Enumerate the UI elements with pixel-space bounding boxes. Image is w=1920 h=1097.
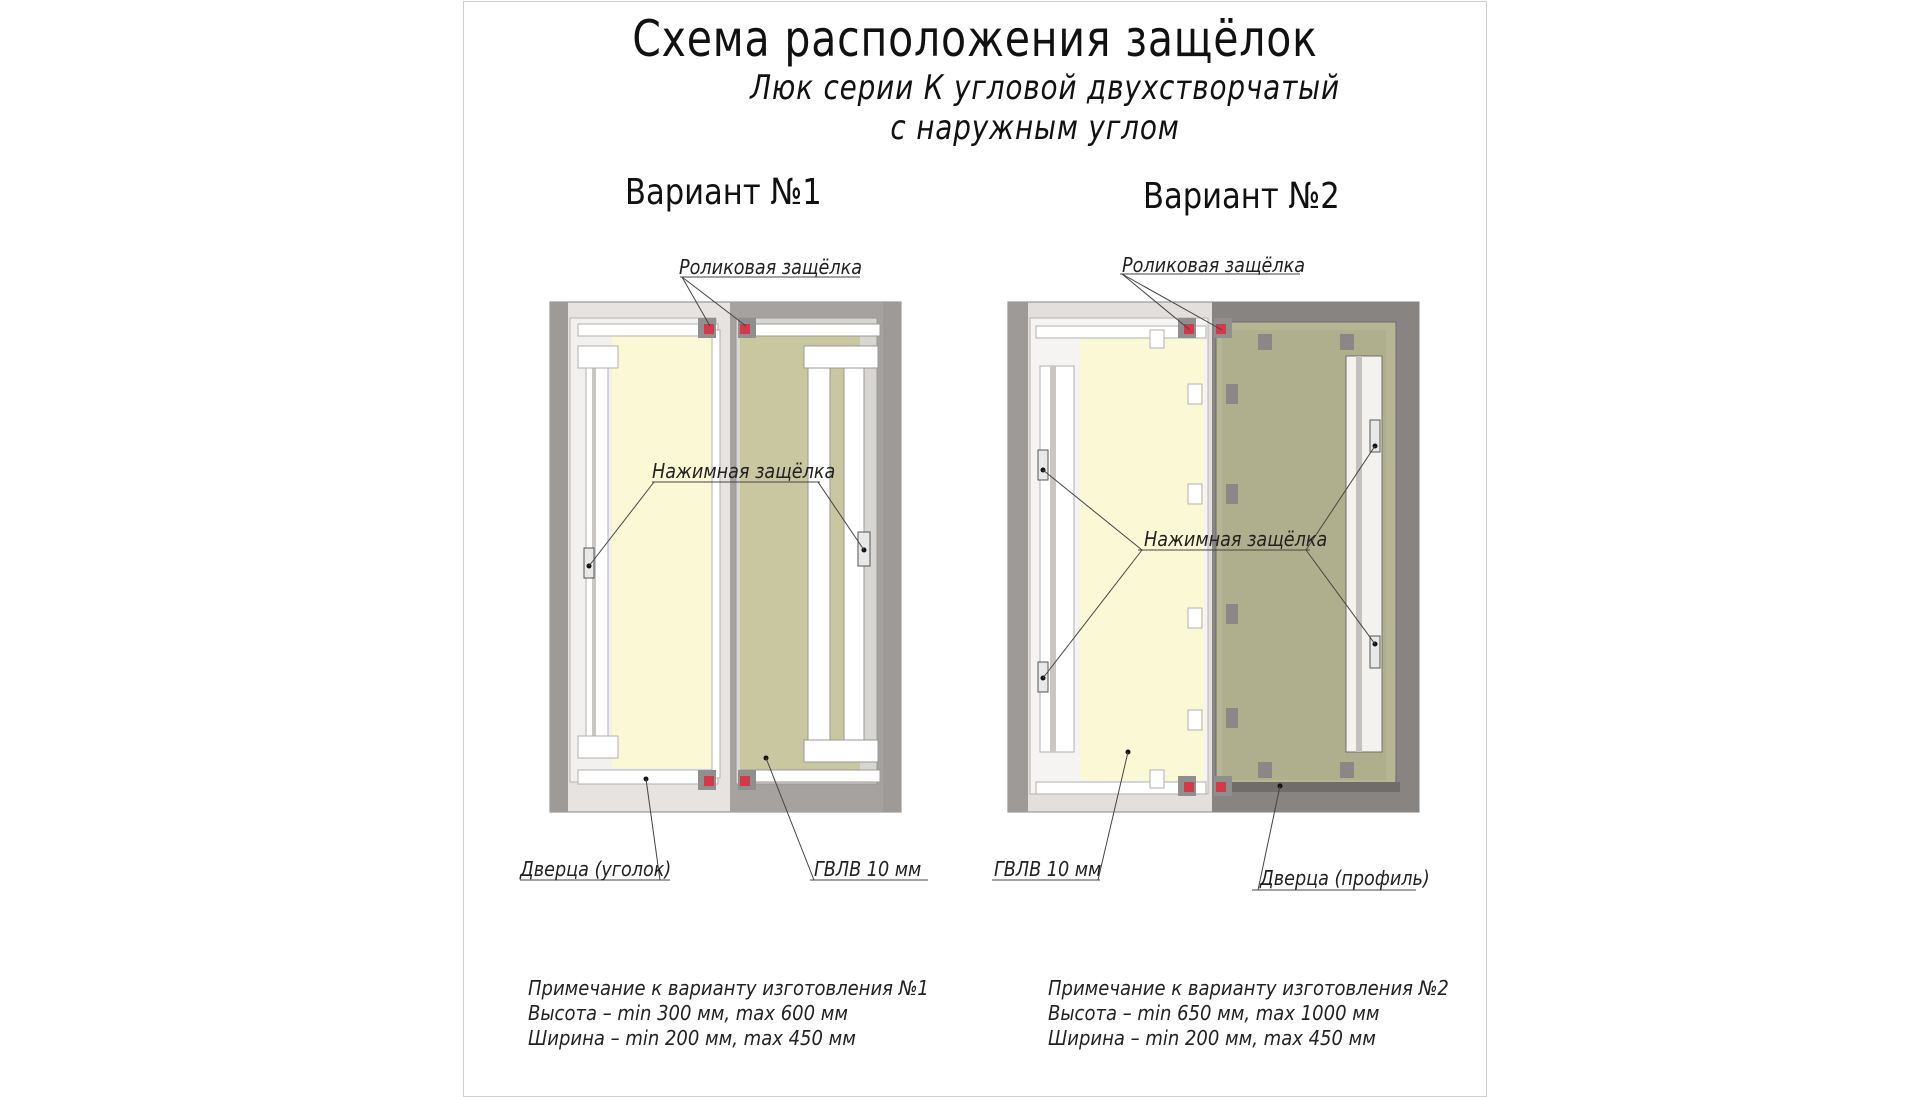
v2-push-latch-left-top bbox=[1038, 450, 1048, 480]
v2-left-board bbox=[1080, 336, 1204, 780]
v1-left-board bbox=[612, 336, 712, 768]
v1-right-wall bbox=[883, 302, 901, 812]
variant2-hatch bbox=[992, 274, 1419, 890]
v1-note bbox=[528, 976, 929, 1051]
v2-push-latch-label: Нажимная защёлка bbox=[1144, 527, 1328, 551]
v1-roller-latch-bottom-right bbox=[738, 770, 756, 790]
v1-board-label: ГВЛВ 10 мм bbox=[814, 857, 922, 881]
v1-note-width: Ширина – min 200 мм, max 450 мм bbox=[528, 1026, 856, 1050]
page-subtitle-line1: Люк серии К угловой двухстворчатый bbox=[750, 68, 1340, 108]
v2-push-latch-right-bottom bbox=[1370, 636, 1380, 668]
v1-top-bar-left bbox=[578, 324, 718, 336]
variant1-heading: Вариант №1 bbox=[625, 172, 822, 213]
v1-push-latch-label: Нажимная защёлка bbox=[652, 459, 836, 483]
v2-board-label: ГВЛВ 10 мм bbox=[994, 857, 1102, 881]
v2-left-rail bbox=[1040, 366, 1074, 752]
v2-note-height: Высота – min 650 мм, max 1000 мм bbox=[1048, 1001, 1380, 1025]
v2-right-rail bbox=[1346, 356, 1382, 752]
v1-left-wall bbox=[550, 302, 568, 812]
v2-door-label: Дверца (профиль) bbox=[1260, 866, 1430, 890]
v2-left-wall bbox=[1008, 302, 1028, 812]
v2-roller-latch-top-right bbox=[1214, 318, 1232, 338]
v1-note-height: Высота – min 300 мм, max 600 мм bbox=[528, 1001, 848, 1025]
v1-push-latch-left bbox=[584, 548, 594, 578]
v2-roller-latch-bottom-right bbox=[1214, 776, 1232, 796]
v2-roller-latch-label: Роликовая защёлка bbox=[1122, 253, 1306, 277]
v2-bottom-profile bbox=[1216, 782, 1400, 792]
v1-roller-latch-top-right bbox=[738, 318, 756, 338]
v1-door-label: Дверца (уголок) bbox=[520, 857, 672, 881]
v2-note-width: Ширина – min 200 мм, max 450 мм bbox=[1048, 1026, 1376, 1050]
v2-roller-latch-bottom-left bbox=[1178, 776, 1196, 796]
page-title: Схема расположения защёлок bbox=[632, 10, 1318, 68]
v2-right-wall bbox=[1400, 302, 1419, 812]
variant1-hatch bbox=[520, 277, 928, 880]
page-subtitle-line2: с наружным углом bbox=[890, 108, 1180, 148]
v2-note bbox=[1048, 976, 1449, 1051]
v1-roller-latch-bottom-left bbox=[698, 770, 716, 790]
v1-right-board bbox=[740, 334, 860, 774]
v1-bottom-bar-left bbox=[578, 770, 718, 784]
v1-right-rail bbox=[808, 352, 830, 752]
v1-bottom-bar-right bbox=[740, 770, 880, 782]
v2-note-heading: Примечание к варианту изготовления №2 bbox=[1048, 976, 1449, 1000]
v1-roller-latch-label: Роликовая защёлка bbox=[679, 255, 863, 279]
v1-note-heading: Примечание к варианту изготовления №1 bbox=[528, 976, 929, 1000]
variant2-heading: Вариант №2 bbox=[1143, 176, 1340, 217]
